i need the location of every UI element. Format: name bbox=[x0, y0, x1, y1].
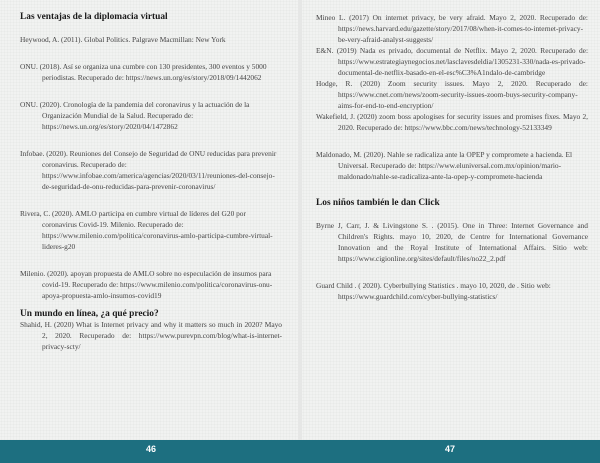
page-footer-bar bbox=[0, 440, 600, 463]
reference-mineo: Mineo L. (2017) On internet privacy, be very afraid. Mayo 2, 2020. Recuperado de: https://news.harvard.edu/gazette/story/2017/08/when-it-comes-to-internet-privacy-be-very-afraid-analyst-suggests/ bbox=[316, 13, 588, 44]
left-page bbox=[0, 0, 298, 440]
right-page-content bbox=[316, 12, 588, 302]
reference-onu-2018: ONU. (2018). Así se organiza una cumbre con 130 presidentes, 300 eventos y 5000 periodistas. Recuperado de: https://news.un.org/es/story/2018/09/1442062 bbox=[20, 62, 267, 82]
reference-infobae: Infobae. (2020). Reuniones del Consejo de Seguridad de ONU reducidas para prevenir coronavirus. Recuperado de: https://www.infobae.com/america/agencias/2020/03/11/reuniones-del-consejo-de-seguridad-de-onu-reducidas-para-prevenir-coronavirus/ bbox=[20, 149, 277, 191]
section-heading-mundo-en-linea: Un mundo en línea, ¿a qué precio? bbox=[20, 309, 159, 319]
reference-guard-child: Guard Child . ( 2020). Cyberbullying Statistics . mayo 10, 2020, de . Sitio web: https://www.guardchild.com/cyber-bullying-statistics/ bbox=[316, 281, 551, 301]
reference-rivera: Rivera, C. (2020). AMLO participa en cumbre virtual de líderes del G20 por coronavirus Covid-19. Milenio. Recuperado de: https://www.milenio.com/politica/coronavirus-amlo-participa-cumbre-virtual-lideres-g20 bbox=[20, 209, 273, 251]
reference-hodge: Hodge, R. (2020) Zoom security issues. Mayo 2, 2020. Recuperado de: https://www.cnet.com/news/zoom-security-issues-zoom-buys-security-company-aims-for-end-to-end-encryption/ bbox=[316, 79, 588, 110]
reference-shahid: Shahid, H. (2020) What is Internet privacy and why it matters so much in 2020? Mayo 2, 2020. Recuperado de: https://www.purevpn.com/blog/what-is-internet-privacy-scty/ bbox=[20, 320, 282, 351]
reference-maldonado: Maldonado, M. (2020). Nahle se radicaliza ante la OPEP y compromete a hacienda. El Universal. Recuperado de: https://www.eluniversal.com.mx/opinion/mario-maldonado/nahle-se-radicaliza-ante-la-opep-y-compromete-hacienda bbox=[316, 150, 573, 181]
right-page bbox=[302, 0, 600, 440]
reference-onu-2020: ONU. (2020). Cronología de la pandemia del coronavirus y la actuación de la Organización Mundial de la Salud. Recuperado de: https://news.un.org/es/story/2020/04/1472862 bbox=[20, 100, 250, 131]
reference-milenio: Milenio. (2020). apoyan propuesta de AMLO sobre no especulación de insumos para covid-19. Recuperado de: https://www.milenio.com/politica/coronavirus-onu-apoya-propuesta-amlo-insumos-covid19 bbox=[20, 269, 273, 300]
reference-wakefield: Wakefield, J. (2020) zoom boss apologises for security issues and promises fixes. Mayo 2, 2020. Recuperado de: https://www.bbc.com/news/technology-52133349 bbox=[316, 112, 588, 132]
page-number-left: 46 bbox=[146, 444, 157, 454]
section-heading-ninos-click: Los niños también le dan Click bbox=[316, 198, 440, 208]
reference-heywood: Heywood, A. (2011). Global Politics. Palgrave Macmillan: New York bbox=[20, 35, 226, 44]
left-page-content bbox=[20, 12, 282, 352]
section-heading-diplomacia: Las ventajas de la diplomacia virtual bbox=[20, 12, 168, 22]
reference-en: E&N. (2019) Nada es privado, documental de Netflix. Mayo 2, 2020. Recuperado de: https://www.estrategiaynegocios.net/lasclavesdeldia/1305231-330/nada-es-privado-documental-de-netflix-basado-en-el-esc%C3%A1ndalo-de-cambridge bbox=[316, 46, 588, 77]
page-number-right: 47 bbox=[445, 444, 456, 454]
reference-byrne: Byrne J, Carr, J. & Livingstone S. . (2015). One in Three: Internet Governance and Children's Rights. mayo 10, 2020, de Centre for International Governance Innovation and the Royal Institute of International Affairs. Sitio web: https://www.cigionline.org/sites/default/files/no22_2.pdf bbox=[316, 221, 588, 263]
